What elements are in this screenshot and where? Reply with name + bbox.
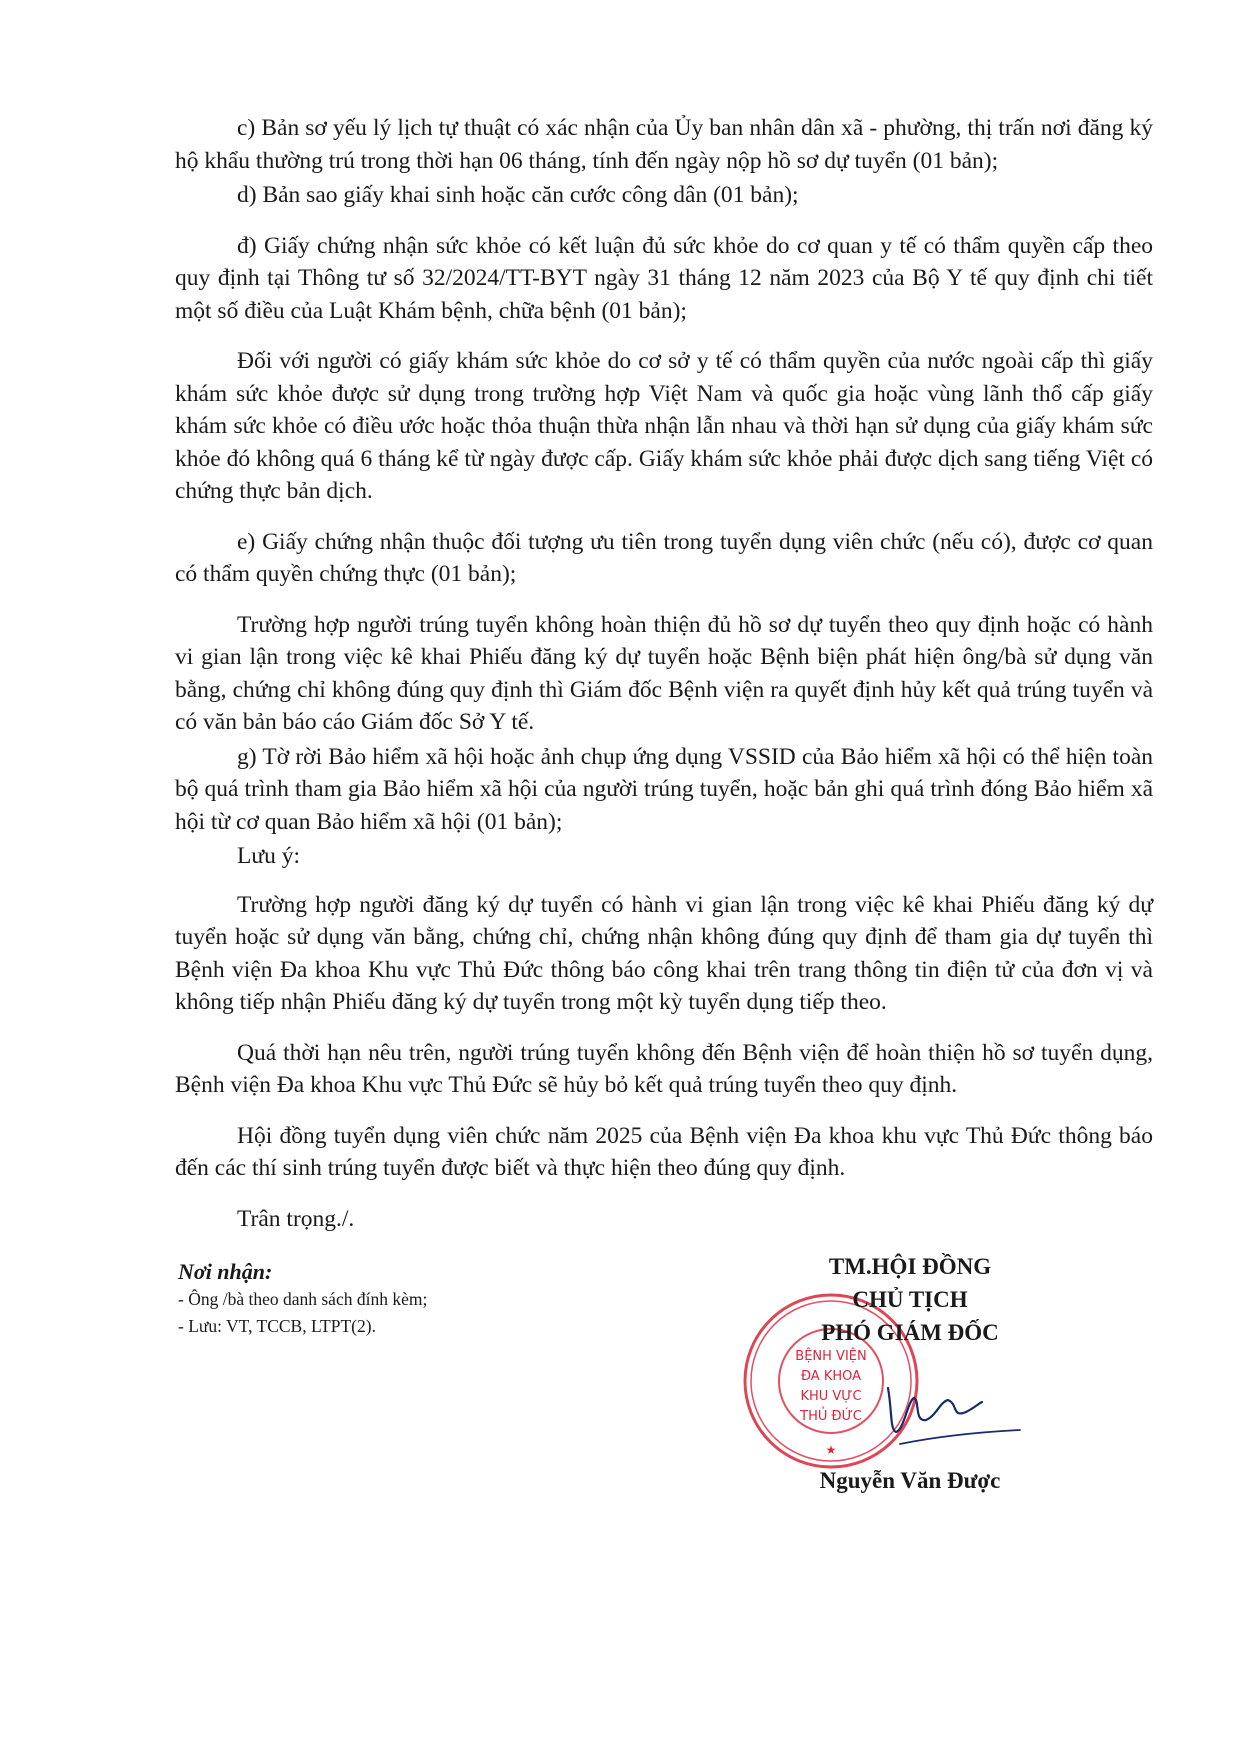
svg-text:★: ★	[825, 1443, 837, 1457]
paragraph-c: c) Bản sơ yếu lý lịch tự thuật có xác nhận của Ủy ban nhân dân xã - phường, thị trấn nơi đăng ký hộ khẩu thường trú trong thời hạn 06 tháng, tính đến ngày nộp hồ sơ dự tuyển (01 bản);	[175, 115, 1153, 174]
svg-text:BỆNH VIỆN: BỆNH VIỆN	[795, 1349, 867, 1364]
paragraph-e: e) Giấy chứng nhận thuộc đối tượng ưu tiên trong tuyển dụng viên chức (nếu có), được cơ quan có thẩm quyền chứng thực (01 bản);	[175, 528, 1153, 587]
paragraph-foreign-health: Đối với người có giấy khám sức khỏe do cơ sở y tế có thẩm quyền của nước ngoài cấp thì giấy khám sức khỏe được sử dụng trong trường hợp Việt Nam và quốc gia hoặc vùng lãnh thổ cấp giấy khám sức khỏe có điều ước hoặc thỏa thuận thừa nhận lẫn nhau và thời hạn sử dụng của giấy khám sức khỏe đó không quá 6 tháng kể từ ngày được cấp. Giấy khám sức khỏe phải được dịch sang tiếng Việt có chứng thực bản dịch.	[175, 348, 1153, 504]
svg-text:ĐA KHOA: ĐA KHOA	[800, 1369, 862, 1384]
paragraph-g: g) Tờ rời Bảo hiểm xã hội hoặc ảnh chụp ứng dụng VSSID của Bảo hiểm xã hội có thể hiện toàn bộ quá trình tham gia Bảo hiểm xã hội của người trúng tuyển, hoặc bản ghi quá trình đóng Bảo hiểm xã hội từ cơ quan Bảo hiểm xã hội (01 bản);	[175, 743, 1153, 835]
handwritten-signature	[870, 1360, 1030, 1450]
signature-title-1: TM.HỘI ĐỒNG	[828, 1254, 992, 1279]
paragraph-note-heading: Lưu ý:	[237, 843, 300, 869]
paragraph-deadline: Quá thời hạn nêu trên, người trúng tuyển không đến Bệnh viện để hoàn thiện hồ sơ tuyển dụng, Bệnh viện Đa khoa Khu vực Thủ Đức sẽ hủy bỏ kết quả trúng tuyển theo quy định.	[175, 1039, 1153, 1098]
paragraph-fraud: Trường hợp người đăng ký dự tuyển có hành vi gian lận trong việc kê khai Phiếu đăng ký dự tuyển hoặc sử dụng văn bằng, chứng chỉ, chứng nhận không đúng quy định để tham gia dự tuyển thì Bệnh viện Đa khoa Khu vực Thủ Đức thông báo công khai trên trang thông tin điện tử của đơn vị và không tiếp nhận Phiếu đăng ký dự tuyển trong một kỳ tuyển dụng tiếp theo.	[175, 891, 1153, 1015]
signer-name: Nguyễn Văn Được	[819, 1468, 1001, 1493]
paragraph-incomplete: Trường hợp người trúng tuyển không hoàn thiện đủ hồ sơ dự tuyển theo quy định hoặc có hành vi gian lận trong việc kê khai Phiếu đăng ký dự tuyển hoặc Bệnh biện phát hiện ông/bà sử dụng văn bằng, chứng chỉ không đúng quy định thì Giám đốc Bệnh viện ra quyết định hủy kết quả trúng tuyển và có văn bản báo cáo Giám đốc Sở Y tế.	[175, 611, 1153, 735]
document-body	[175, 112, 1153, 1237]
paragraph-d: d) Bản sao giấy khai sinh hoặc căn cước công dân (01 bản);	[237, 182, 799, 208]
closing-text: Trân trọng./.	[237, 1205, 355, 1232]
signature-title-3: PHÓ GIÁM ĐỐC	[821, 1320, 999, 1345]
recipients-block	[178, 1258, 598, 1340]
signature-title-block	[760, 1250, 1060, 1349]
signature-title-2: CHỦ TỊCH	[852, 1287, 968, 1312]
recipient-item: - Ông /bà theo danh sách đính kèm;	[178, 1289, 428, 1309]
svg-text:KHU VỰC: KHU VỰC	[800, 1389, 862, 1404]
svg-text:THỦ ĐỨC: THỦ ĐỨC	[800, 1409, 862, 1424]
paragraph-council: Hội đồng tuyển dụng viên chức năm 2025 của Bệnh viện Đa khoa khu vực Thủ Đức thông báo đến các thí sinh trúng tuyển được biết và thực hiện theo đúng quy định.	[175, 1122, 1153, 1181]
recipients-title: Nơi nhận:	[178, 1259, 273, 1284]
recipient-item: - Lưu: VT, TCCB, LTPT(2).	[178, 1316, 376, 1336]
paragraph-dd: đ) Giấy chứng nhận sức khỏe có kết luận đủ sức khỏe do cơ quan y tế có thẩm quyền cấp theo quy định tại Thông tư số 32/2024/TT-BYT ngày 31 tháng 12 năm 2023 của Bộ Y tế quy định chi tiết một số điều của Luật Khám bệnh, chữa bệnh (01 bản);	[175, 232, 1153, 324]
